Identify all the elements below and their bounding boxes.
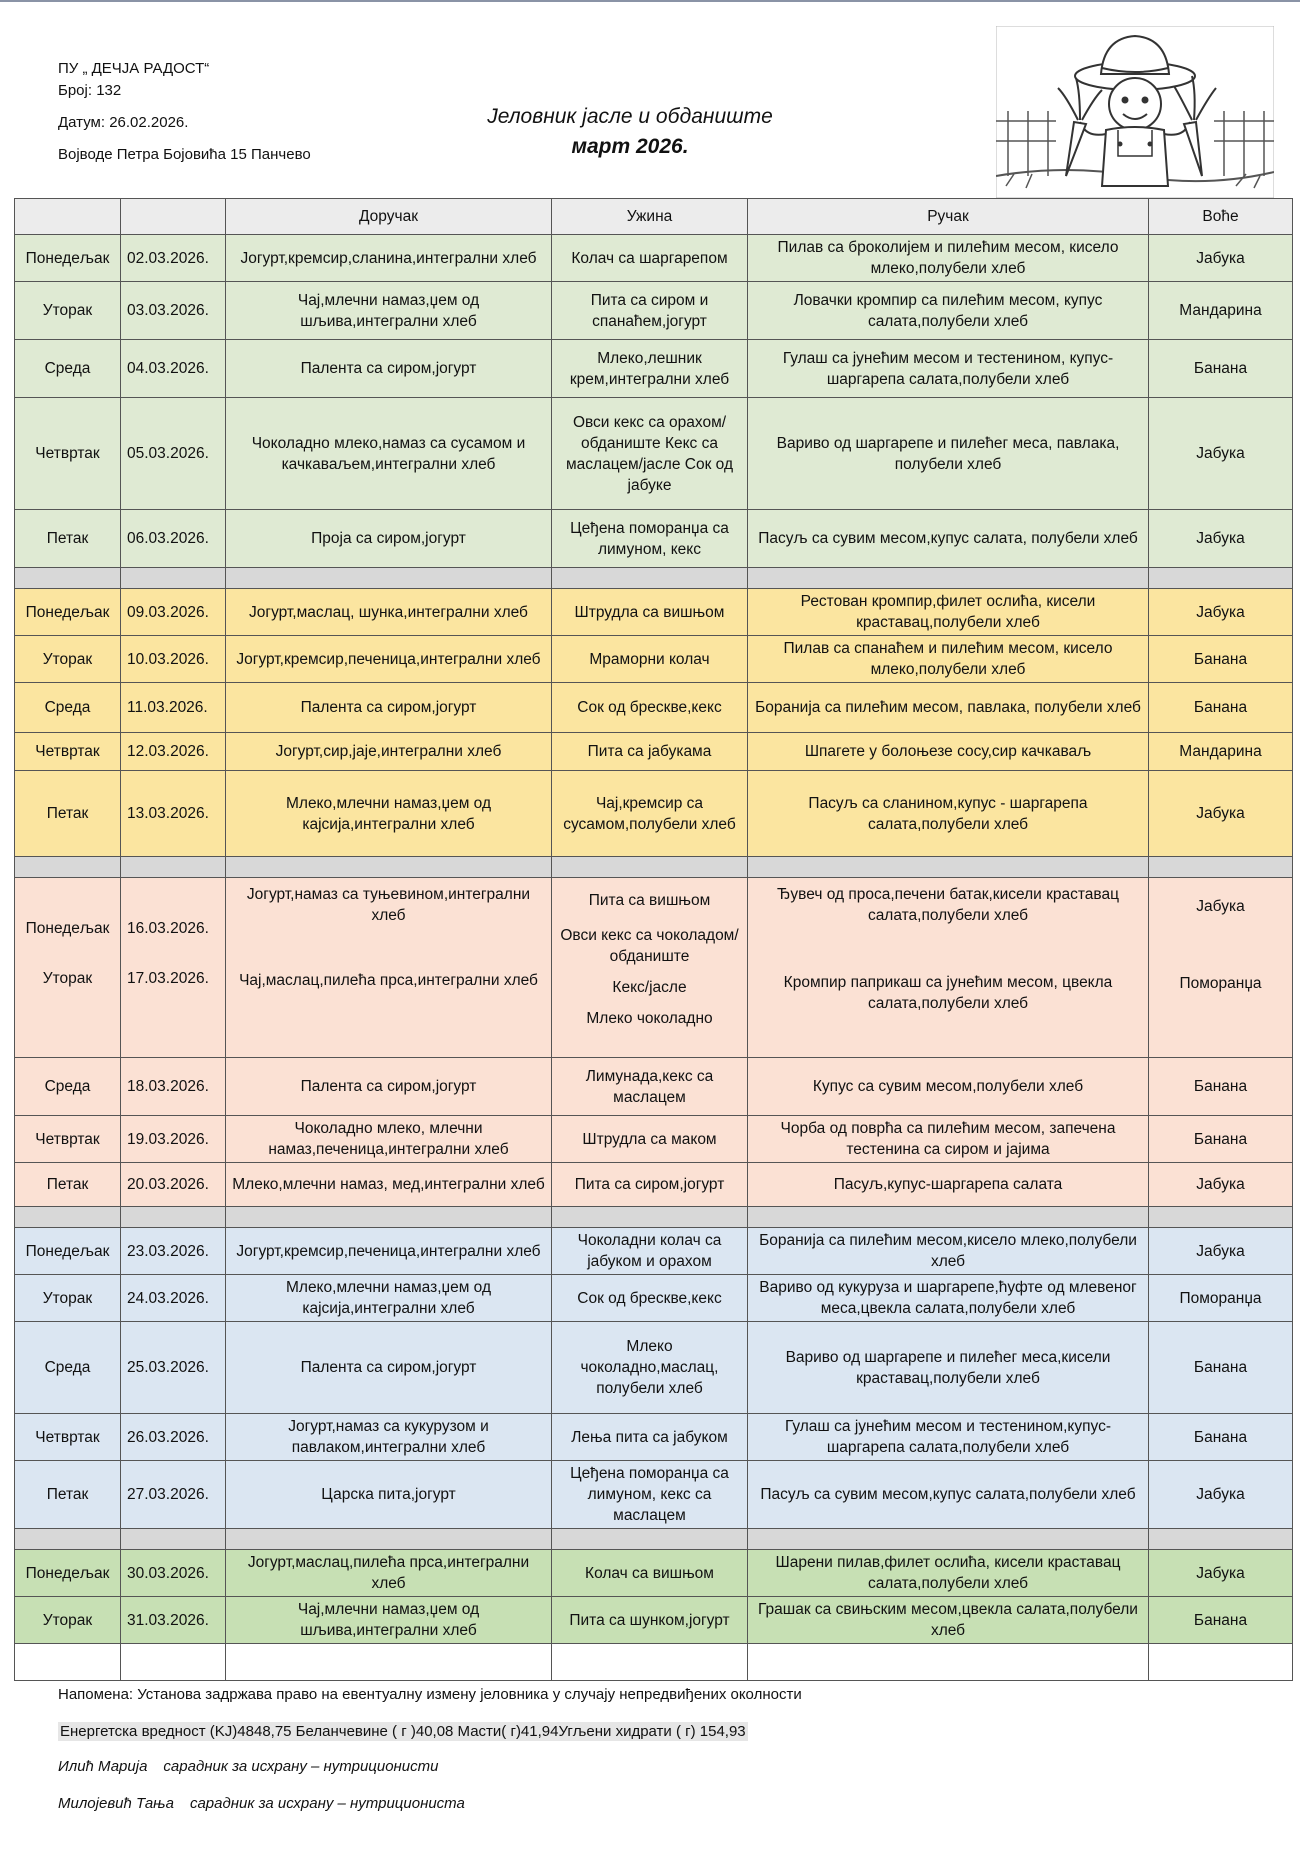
date-cell: 12.03.2026. [121, 733, 226, 771]
fruit-cell: Јабука [1149, 1550, 1293, 1597]
breakfast-cell: Проја са сиром,јогурт [226, 510, 552, 568]
table-row [15, 1597, 1293, 1644]
empty-row [15, 1644, 1293, 1681]
date-cell: 02.03.2026. [121, 235, 226, 282]
date-cell: 13.03.2026. [121, 771, 226, 857]
lunch-cell: Вариво од шаргарепе и пилећег меса, павлака, полубели хлеб [748, 398, 1149, 510]
lunch-cell: Шарени пилав,филет ослића, кисели краставац салата,полубели хлеб [748, 1550, 1149, 1597]
breakfast-cell: Царска пита,јогурт [226, 1461, 552, 1529]
child-holding-carrots-illustration [996, 26, 1274, 198]
snack-cell: Штрудла са маком [552, 1116, 748, 1163]
lunch-cell: Шпагете у болоњезе сосу,сир качкаваљ [748, 733, 1149, 771]
fruit-cell: Банана [1149, 1414, 1293, 1461]
fruit-cell: Банана [1149, 1058, 1293, 1116]
table-row [15, 510, 1293, 568]
breakfast-item: Јогурт,намаз са туњевином,интегрални хлеб [246, 886, 531, 924]
day-cell: Четвртак [15, 1414, 121, 1461]
lunch-cell: Чорба од поврћа са пилећим месом, запечена тестенина са сиром и јајима [748, 1116, 1149, 1163]
date-cell: 27.03.2026. [121, 1461, 226, 1529]
table-row [15, 878, 1293, 1058]
date-cell: 06.03.2026. [121, 510, 226, 568]
fruit-cell: Јабука [1149, 589, 1293, 636]
document-number: Број: 132 [58, 82, 122, 99]
table-header-row [15, 199, 1293, 235]
lunch-cell: Купус са сувим месом,полубели хлеб [748, 1058, 1149, 1116]
top-rule [0, 0, 1300, 2]
snack-cell: Колач са шаргарепом [552, 235, 748, 282]
fruit-cell: Јабука [1149, 1163, 1293, 1207]
day-cell: Уторак [15, 1597, 121, 1644]
header-snack: Ужина [552, 199, 748, 235]
day-label: Понедељак [25, 919, 110, 937]
table-row [15, 683, 1293, 733]
day-cell: Петак [15, 1461, 121, 1529]
date-label: 17.03.2026. [127, 969, 209, 987]
day-cell: Четвртак [15, 398, 121, 510]
lunch-cell: Вариво од кукуруза и шаргарепе,ћуфте од млевеног меса,цвекла салата,полубели хлеб [748, 1275, 1149, 1322]
date-cell [121, 878, 226, 1058]
fruit-cell: Поморанџа [1149, 1275, 1293, 1322]
fruit-cell: Мандарина [1149, 733, 1293, 771]
lunch-cell: Боранија са пилећим месом, павлака, полубели хлеб [748, 683, 1149, 733]
table-row [15, 282, 1293, 340]
snack-cell: Лимунада,кекс са маслацем [552, 1058, 748, 1116]
snack-cell: Колач са вишњом [552, 1550, 748, 1597]
table-row [15, 1275, 1293, 1322]
breakfast-cell: Чоколадно млеко,намаз са сусамом и качкаваљем,интегрални хлеб [226, 398, 552, 510]
snack-cell: Цеђена поморанџа са лимуном, кекс [552, 510, 748, 568]
header-date [121, 199, 226, 235]
breakfast-cell: Јогурт,маслац,пилећа прса,интегрални хлеб [226, 1550, 552, 1597]
date-cell: 23.03.2026. [121, 1228, 226, 1275]
fruit-cell: Банана [1149, 636, 1293, 683]
breakfast-cell: Млеко,млечни намаз,џем од кајсија,интегрални хлеб [226, 1275, 552, 1322]
signature-role: сарадник за исхрану – нутрициониста [189, 1795, 465, 1812]
day-cell: Уторак [15, 282, 121, 340]
breakfast-cell: Палента са сиром,јогурт [226, 1322, 552, 1414]
breakfast-cell: Млеко,млечни намаз, мед,интегрални хлеб [226, 1163, 552, 1207]
week-separator [15, 857, 1293, 878]
breakfast-cell: Јогурт,кремсир,сланина,интегрални хлеб [226, 235, 552, 282]
snack-cell: Лења пита са јабуком [552, 1414, 748, 1461]
menu-table [14, 198, 1293, 1681]
date-cell: 19.03.2026. [121, 1116, 226, 1163]
page-title [430, 102, 830, 162]
breakfast-cell [226, 878, 552, 1058]
snack-cell: Сок од брескве,кекс [552, 1275, 748, 1322]
table-row [15, 235, 1293, 282]
lunch-cell: Рестован кромпир,филет ослића, кисели краставац,полубели хлеб [748, 589, 1149, 636]
lunch-item: Ђувеч од проса,печени батак,кисели краставац салата,полубели хлеб [777, 886, 1119, 924]
lunch-cell: Гулаш са јунећим месом и тестенином,купус-шаргарепа салата,полубели хлеб [748, 1414, 1149, 1461]
table-row [15, 1058, 1293, 1116]
table-row [15, 733, 1293, 771]
date-cell: 09.03.2026. [121, 589, 226, 636]
header-day [15, 199, 121, 235]
energy-values: Енергетска вредност (KJ)4848,75 Беланчевине ( г )40,08 Масти( г)41,94Угљени хидрати ( г) 154,93 [60, 1723, 746, 1740]
snack-item: Кекс/јасле [612, 979, 687, 996]
day-cell: Понедељак [15, 235, 121, 282]
fruit-item: Поморанџа [1179, 975, 1262, 992]
date-label: 16.03.2026. [127, 919, 209, 937]
table-row [15, 1322, 1293, 1414]
document-date: Датум: 26.02.2026. [58, 114, 189, 131]
lunch-cell: Боранија са пилећим месом,кисело млеко,полубели хлеб [748, 1228, 1149, 1275]
snack-cell: Цеђена поморанџа са лимуном, кекс са маслацем [552, 1461, 748, 1529]
breakfast-cell: Палента са сиром,јогурт [226, 1058, 552, 1116]
header-breakfast: Доручак [226, 199, 552, 235]
date-cell: 04.03.2026. [121, 340, 226, 398]
lunch-cell: Пилав са спанаћем и пилећим месом, кисело млеко,полубели хлеб [748, 636, 1149, 683]
breakfast-cell: Млеко,млечни намаз,џем од кајсија,интегрални хлеб [226, 771, 552, 857]
header-fruit: Воће [1149, 199, 1293, 235]
date-cell: 20.03.2026. [121, 1163, 226, 1207]
table-row [15, 771, 1293, 857]
fruit-cell: Банана [1149, 340, 1293, 398]
lunch-cell: Пилав са броколијем и пилећим месом, кисело млеко,полубели хлеб [748, 235, 1149, 282]
fruit-cell: Мандарина [1149, 282, 1293, 340]
fruit-cell: Јабука [1149, 771, 1293, 857]
breakfast-cell: Јогурт,сир,јаје,интегрални хлеб [226, 733, 552, 771]
day-cell: Петак [15, 771, 121, 857]
day-cell: Среда [15, 1322, 121, 1414]
date-cell: 05.03.2026. [121, 398, 226, 510]
snack-cell: Чоколадни колач са јабуком и орахом [552, 1228, 748, 1275]
table-row [15, 1228, 1293, 1275]
snack-cell: Млеко,лешник крем,интегрални хлеб [552, 340, 748, 398]
fruit-cell: Јабука [1149, 235, 1293, 282]
document-header [58, 58, 311, 166]
lunch-cell [748, 878, 1149, 1058]
day-cell: Четвртак [15, 1116, 121, 1163]
title-line-2: март 2026. [571, 135, 689, 158]
day-cell: Уторак [15, 636, 121, 683]
breakfast-cell: Палента са сиром,јогурт [226, 340, 552, 398]
day-cell [15, 878, 121, 1058]
date-cell: 26.03.2026. [121, 1414, 226, 1461]
table-row [15, 340, 1293, 398]
snack-cell: Овси кекс са орахом/обданиште Кекс са маслацем/јасле Сок од јабуке [552, 398, 748, 510]
day-cell: Среда [15, 340, 121, 398]
fruit-cell: Банана [1149, 1597, 1293, 1644]
lunch-item: Кромпир паприкаш са јунећим месом, цвекла салата,полубели хлеб [783, 974, 1113, 1012]
lunch-cell: Пасуљ,купус-шаргарепа салата [748, 1163, 1149, 1207]
signature-name: Илић Марија [58, 1758, 148, 1775]
table-row [15, 589, 1293, 636]
footer-note: Напомена: Установа задржава право на евентуалну измену јеловника у случају непредвиђених околности [58, 1686, 802, 1703]
title-line-1: Јеловник јасле и обданиште [487, 105, 773, 128]
header-lunch: Ручак [748, 199, 1149, 235]
date-cell: 25.03.2026. [121, 1322, 226, 1414]
table-row [15, 1550, 1293, 1597]
snack-cell [552, 878, 748, 1058]
lunch-cell: Пасуљ са сувим месом,купус салата, полубели хлеб [748, 510, 1149, 568]
fruit-cell: Јабука [1149, 510, 1293, 568]
table-row [15, 636, 1293, 683]
day-cell: Петак [15, 510, 121, 568]
snack-cell: Чај,кремсир са сусамом,полубели хлеб [552, 771, 748, 857]
signature-role: сарадник за исхрану – нутриционисти [163, 1758, 439, 1775]
snack-cell: Сок од брескве,кекс [552, 683, 748, 733]
breakfast-cell: Јогурт,кремсир,печеница,интегрални хлеб [226, 636, 552, 683]
table-row [15, 398, 1293, 510]
date-cell: 24.03.2026. [121, 1275, 226, 1322]
date-cell: 18.03.2026. [121, 1058, 226, 1116]
fruit-cell: Јабука [1149, 398, 1293, 510]
breakfast-item: Чај,маслац,пилећа прса,интегрални хлеб [239, 972, 538, 989]
lunch-cell: Грашак са свињским месом,цвекла салата,полубели хлеб [748, 1597, 1149, 1644]
org-name: ПУ „ ДЕЧЈА РАДОСТ“ [58, 60, 210, 77]
day-cell: Уторак [15, 1275, 121, 1322]
day-cell: Понедељак [15, 1228, 121, 1275]
date-cell: 11.03.2026. [121, 683, 226, 733]
lunch-cell: Гулаш са јунећим месом и тестенином, купус- шаргарепа салата,полубели хлеб [748, 340, 1149, 398]
fruit-cell: Јабука [1149, 1228, 1293, 1275]
table-row [15, 1163, 1293, 1207]
lunch-cell: Пасуљ са сланином,купус - шаргарепа салата,полубели хлеб [748, 771, 1149, 857]
day-label: Уторак [42, 969, 93, 987]
signature-1 [58, 1758, 439, 1775]
snack-item: Овси кекс са чоколадом/обданиште [560, 927, 739, 965]
breakfast-cell: Чоколадно млеко, млечни намаз,печеница,интегрални хлеб [226, 1116, 552, 1163]
day-cell: Понедељак [15, 589, 121, 636]
fruit-cell: Банана [1149, 1116, 1293, 1163]
snack-cell: Млеко чоколадно,маслац, полубели хлеб [552, 1322, 748, 1414]
breakfast-cell: Чај,млечни намаз,џем од шљива,интегрални хлеб [226, 1597, 552, 1644]
day-cell: Среда [15, 683, 121, 733]
date-cell: 30.03.2026. [121, 1550, 226, 1597]
date-cell: 31.03.2026. [121, 1597, 226, 1644]
day-cell: Петак [15, 1163, 121, 1207]
fruit-item: Јабука [1196, 898, 1245, 915]
snack-item: Пита са вишњом [588, 892, 711, 909]
breakfast-cell: Чај,млечни намаз,џем од шљива,интегрални хлеб [226, 282, 552, 340]
day-cell: Четвртак [15, 733, 121, 771]
table-row [15, 1461, 1293, 1529]
org-address: Војводе Петра Бојовића 15 Панчево [58, 146, 311, 163]
fruit-cell [1149, 878, 1293, 1058]
fruit-cell: Банана [1149, 683, 1293, 733]
day-cell: Понедељак [15, 1550, 121, 1597]
snack-cell: Пита са јабукама [552, 733, 748, 771]
date-cell: 10.03.2026. [121, 636, 226, 683]
snack-cell: Пита са сиром и спанаћем,јогурт [552, 282, 748, 340]
snack-item: Млеко чоколадно [586, 1010, 713, 1027]
lunch-cell: Ловачки кромпир са пилећим месом, купус салата,полубели хлеб [748, 282, 1149, 340]
date-cell: 03.03.2026. [121, 282, 226, 340]
breakfast-cell: Палента са сиром,јогурт [226, 683, 552, 733]
table-row [15, 1116, 1293, 1163]
breakfast-cell: Јогурт,намаз са кукурузом и павлаком,интегрални хлеб [226, 1414, 552, 1461]
table-row [15, 1414, 1293, 1461]
lunch-cell: Вариво од шаргарепе и пилећег меса,кисели краставац,полубели хлеб [748, 1322, 1149, 1414]
breakfast-cell: Јогурт,маслац, шунка,интегрални хлеб [226, 589, 552, 636]
snack-cell: Пита са сиром,јогурт [552, 1163, 748, 1207]
signature-name: Милојевић Тања [58, 1795, 174, 1812]
fruit-cell: Јабука [1149, 1461, 1293, 1529]
breakfast-cell: Јогурт,кремсир,печеница,интегрални хлеб [226, 1228, 552, 1275]
day-cell: Среда [15, 1058, 121, 1116]
snack-cell: Мраморни колач [552, 636, 748, 683]
lunch-cell: Пасуљ са сувим месом,купус салата,полубели хлеб [748, 1461, 1149, 1529]
snack-cell: Пита са шунком,јогурт [552, 1597, 748, 1644]
week-separator [15, 1529, 1293, 1550]
fruit-cell: Банана [1149, 1322, 1293, 1414]
signature-2 [58, 1795, 465, 1812]
snack-cell: Штрудла са вишњом [552, 589, 748, 636]
week-separator [15, 1207, 1293, 1228]
week-separator [15, 568, 1293, 589]
